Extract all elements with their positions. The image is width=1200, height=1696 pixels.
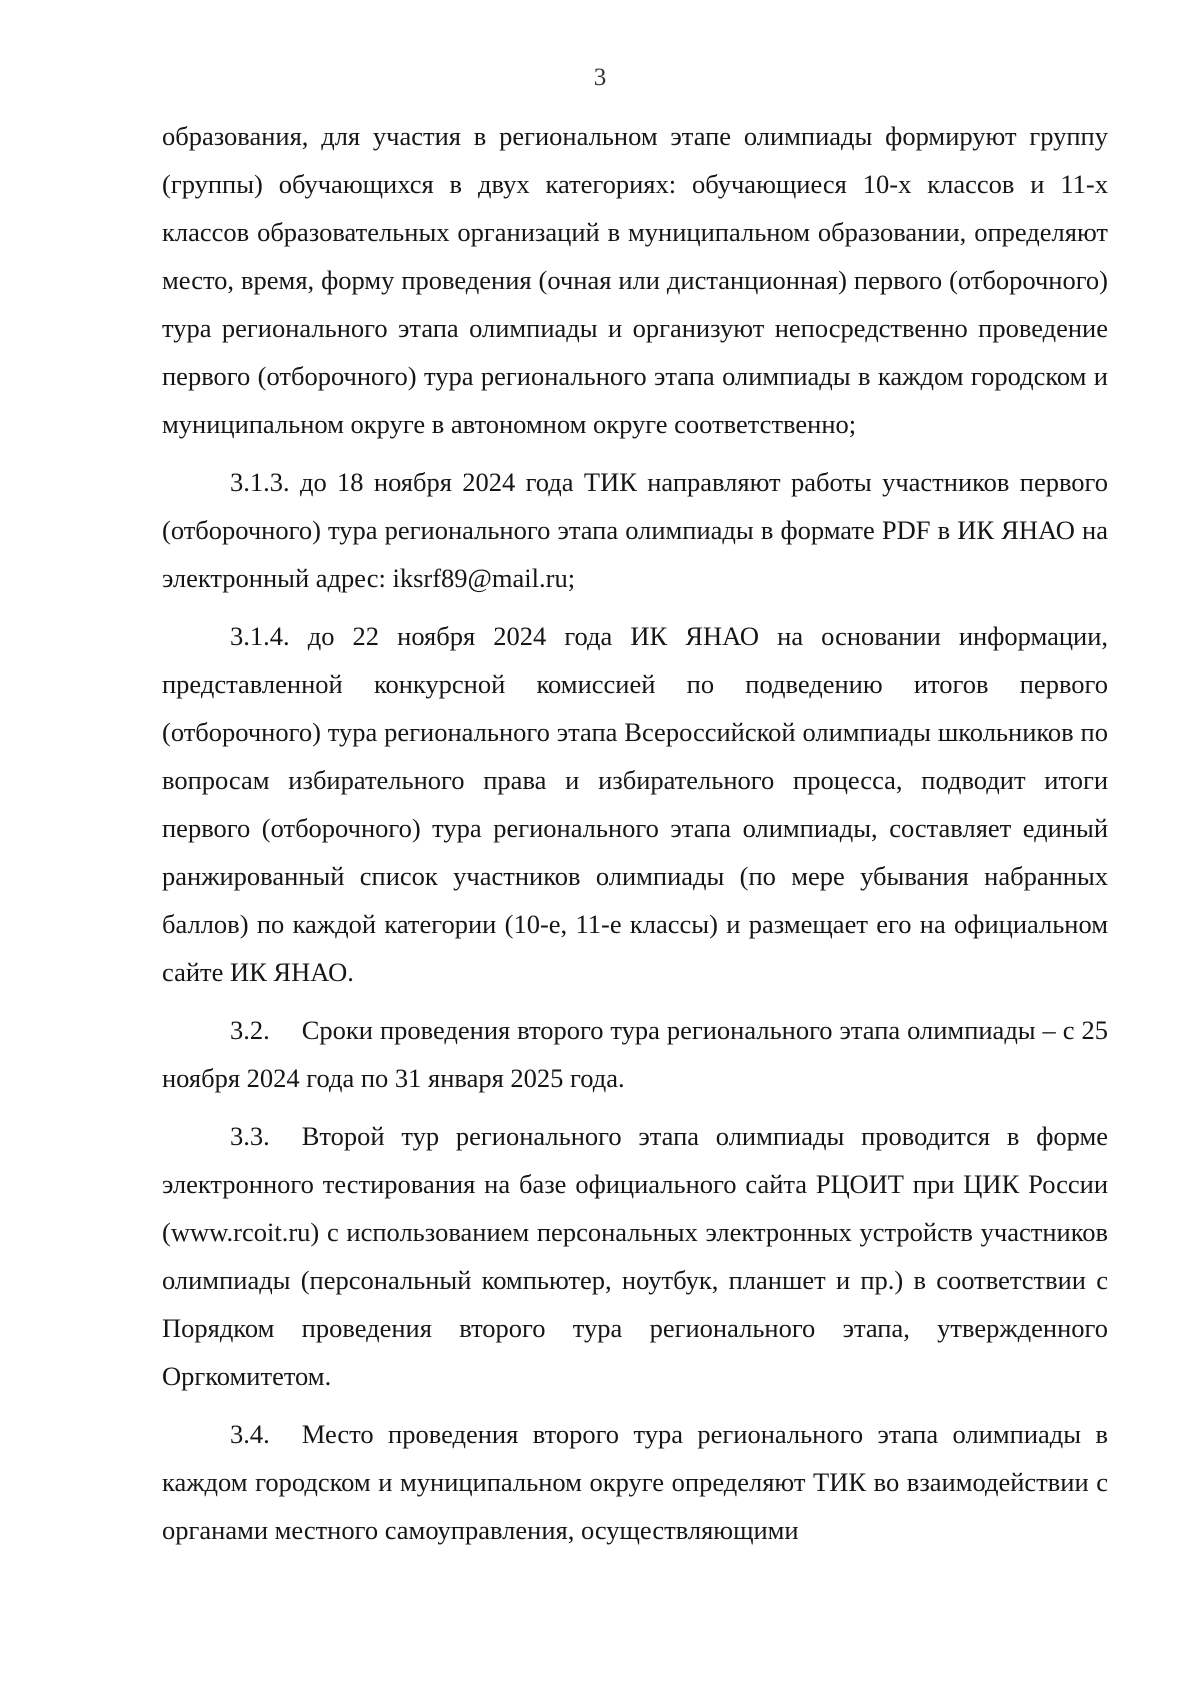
- paragraph-number: 3.3.: [230, 1121, 270, 1151]
- paragraph-text: Второй тур регионального этапа олимпиады проводится в форме электронного тестирования на базе официального сайта РЦОИТ при ЦИК России (www.rcoit.ru) с использованием персональных электронных устройств участников олимпиады (персональный компьютер, ноутбук, планшет и пр.) в соответствии с Порядком проведения второго тура регионального этапа, утвержденного Оргкомитетом.: [162, 1121, 1108, 1391]
- page-number: 3: [593, 64, 607, 91]
- paragraph-number: 3.4.: [230, 1419, 270, 1449]
- document-body: [162, 112, 1108, 1564]
- paragraph-text: Место проведения второго тура регионального этапа олимпиады в каждом городском и муниципальном округе определяют ТИК во взаимодействии с органами местного самоуправления, осуществляющими: [162, 1419, 1108, 1545]
- paragraph-number: 3.2.: [230, 1015, 270, 1045]
- paragraph-text: до 18 ноября 2024 года ТИК направляют работы участников первого (отборочного) тура регионального этапа олимпиады в формате PDF в ИК ЯНАО на электронный адрес: iksrf89@mail.ru;: [162, 467, 1108, 593]
- paragraph-text: до 22 ноября 2024 года ИК ЯНАО на основании информации, представленной конкурсной комиссией по подведению итогов первого (отборочного) тура регионального этапа Всероссийской олимпиады школьников по вопросам избирательного права и избирательного процесса, подводит итоги первого (отборочного) тура регионального этапа олимпиады, составляет единый ранжированный список участников олимпиады (по мере убывания набранных баллов) по каждой категории (10-е, 11-е классы) и размещает его на официальном сайте ИК ЯНАО.: [162, 621, 1108, 987]
- paragraph-continuation: [162, 112, 1108, 448]
- paragraph-number: 3.1.4.: [230, 621, 290, 651]
- paragraph-number: 3.1.3.: [230, 467, 290, 497]
- paragraph-text: образования, для участия в региональном этапе олимпиады формируют группу (группы) обучающихся в двух категориях: обучающиеся 10-х классов и 11-х классов образовательных организаций в муниципальном образовании, определяют место, время, форму проведения (очная или дистанционная) первого (отборочного) тура регионального этапа олимпиады и организуют непосредственно проведение первого (отборочного) тура регионального этапа олимпиады в каждом городском и муниципальном округе в автономном округе соответственно;: [162, 121, 1108, 439]
- paragraph-3-1-4: [162, 612, 1108, 996]
- paragraph-3-3: [162, 1112, 1108, 1400]
- paragraph-3-1-3: [162, 458, 1108, 602]
- paragraph-3-4: [162, 1410, 1108, 1554]
- paragraph-3-2: [162, 1006, 1108, 1102]
- paragraph-text: Сроки проведения второго тура регионального этапа олимпиады – с 25 ноября 2024 года по 31 января 2025 года.: [162, 1015, 1108, 1093]
